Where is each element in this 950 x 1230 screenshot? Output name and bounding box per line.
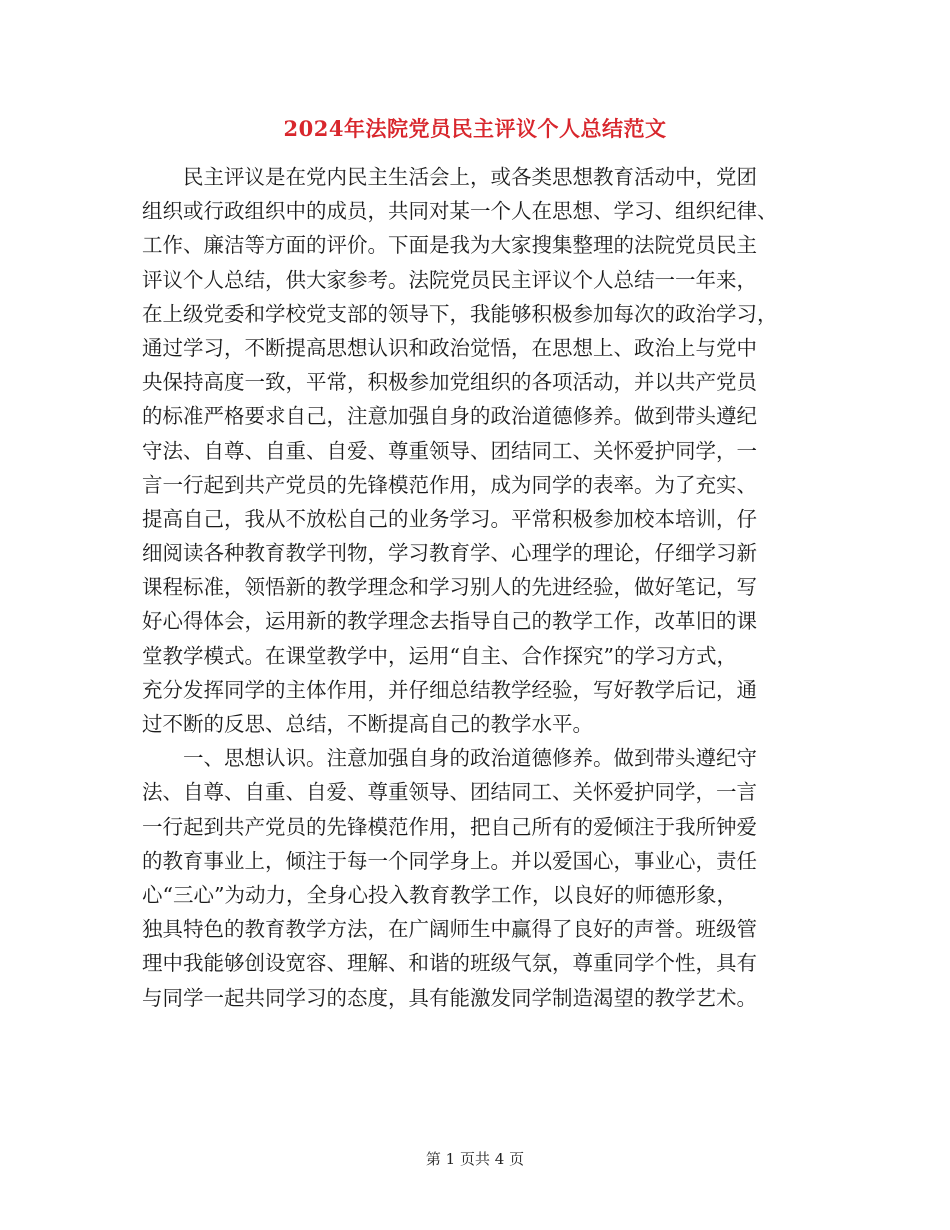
body-line: 组织或行政组织中的成员，共同对某一个人在思想、学习、组织纪律、	[142, 199, 778, 224]
body-line: 通过学习，不断提高思想认识和政治觉悟，在思想上、政治上与党中	[142, 335, 757, 360]
document-body	[142, 160, 807, 1015]
body-line: 评议个人总结，供大家参考。法院党员民主评议个人总结一一年来，	[142, 267, 757, 292]
body-line: 与同学一起共同学习的态度，具有能激发同学制造渴望的教学艺术。	[142, 985, 757, 1010]
body-line: 过不断的反思、总结，不断提高自己的教学水平。	[142, 712, 593, 736]
body-line: 守法、自尊、自重、自爱、尊重领导、团结同工、关怀爱护同学，一	[142, 438, 757, 463]
page-footer: 第 1 页共 4 页	[425, 1150, 525, 1168]
body-line: 言一行起到共产党员的先锋模范作用，成为同学的表率。为了充实、	[142, 472, 757, 497]
body-line: 央保持高度一致，平常，积极参加党组织的各项活动，并以共产党员	[142, 370, 757, 395]
body-line: 在上级党委和学校党支部的领导下，我能够积极参加每次的政治学习，	[142, 301, 778, 326]
body-line: 独具特色的教育教学方法，在广阔师生中赢得了良好的声誉。班级管	[142, 917, 757, 942]
body-line: 工作、廉洁等方面的评价。下面是我为大家搜集整理的法院党员民主	[142, 233, 757, 258]
body-line: 理中我能够创设宽容、理解、和谐的班级气氛，尊重同学个性，具有	[142, 951, 757, 976]
body-line: 堂教学模式。在课堂教学中，运用“自主、合作探究”的学习方式，	[142, 643, 737, 668]
document-title: 2024年法院党员民主评议个人总结范文	[283, 116, 667, 141]
body-line: 民主评议是在党内民主生活会上，或各类思想教育活动中，党团	[183, 165, 757, 189]
body-line: 提高自己，我从不放松自己的业务学习。平常积极参加校本培训，仔	[142, 506, 757, 531]
body-line: 细阅读各种教育教学刊物，学习教育学、心理学的理论，仔细学习新	[142, 541, 757, 566]
body-line: 充分发挥同学的主体作用，并仔细总结教学经验，写好教学后记，通	[142, 677, 757, 702]
body-line: 法、自尊、自重、自爱、尊重领导、团结同工、关怀爱护同学，一言	[142, 780, 757, 805]
body-line: 好心得体会，运用新的教学理念去指导自己的教学工作，改革旧的课	[142, 609, 757, 634]
body-line: 的教育事业上，倾注于每一个同学身上。并以爱国心，事业心，责任	[142, 848, 757, 873]
body-line: 的标准严格要求自己，注意加强自身的政治道德修养。做到带头遵纪	[142, 404, 757, 429]
body-line: 心“三心”为动力，全身心投入教育教学工作，以良好的师德形象，	[142, 882, 737, 907]
body-line: 课程标准，领悟新的教学理念和学习别人的先进经验，做好笔记，写	[142, 575, 757, 600]
body-line: 一行起到共产党员的先锋模范作用，把自己所有的爱倾注于我所钟爱	[142, 814, 757, 839]
body-line: 一、思想认识。注意加强自身的政治道德修养。做到带头遵纪守	[183, 746, 757, 771]
